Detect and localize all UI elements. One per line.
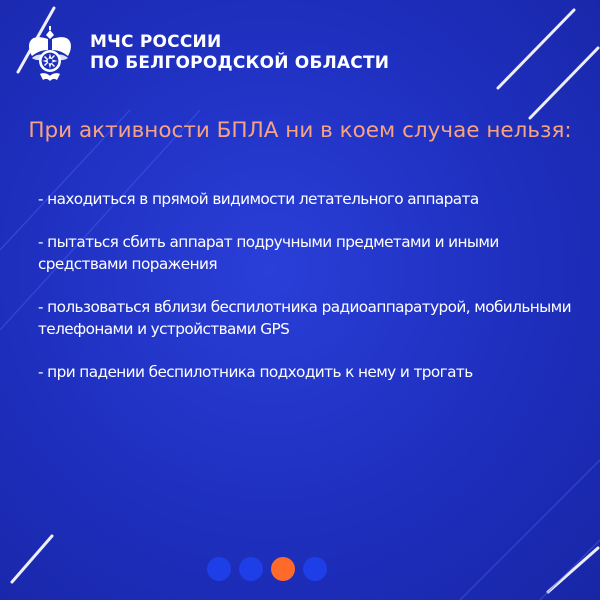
- warning-heading: При активности БПЛА ни в коем случае нельзя:: [28, 118, 572, 143]
- list-item: - пытаться сбить аппарат подручными предметами и иными средствами поражения: [38, 233, 499, 273]
- header: [24, 24, 389, 82]
- list-item: - при падении беспилотника подходить к нему и трогать: [38, 363, 473, 381]
- pagination-dot[interactable]: [207, 557, 231, 581]
- organization-name: [90, 32, 389, 74]
- list-item: - находиться в прямой видимости летательного аппарата: [38, 190, 479, 208]
- prohibited-actions-list: [38, 188, 583, 404]
- organization-line-1: МЧС РОССИИ: [90, 32, 222, 52]
- organization-line-2: ПО БЕЛГОРОДСКОЙ ОБЛАСТИ: [90, 53, 390, 73]
- pagination-dot[interactable]: [303, 557, 327, 581]
- pagination-dot[interactable]: [239, 557, 263, 581]
- pagination-dot-active[interactable]: [271, 557, 295, 581]
- mchs-emblem-icon: [24, 24, 76, 82]
- carousel-pagination: [207, 557, 335, 581]
- list-item: - пользоваться вблизи беспилотника радиоаппаратурой, мобильными телефонами и устройствами GPS: [38, 298, 571, 338]
